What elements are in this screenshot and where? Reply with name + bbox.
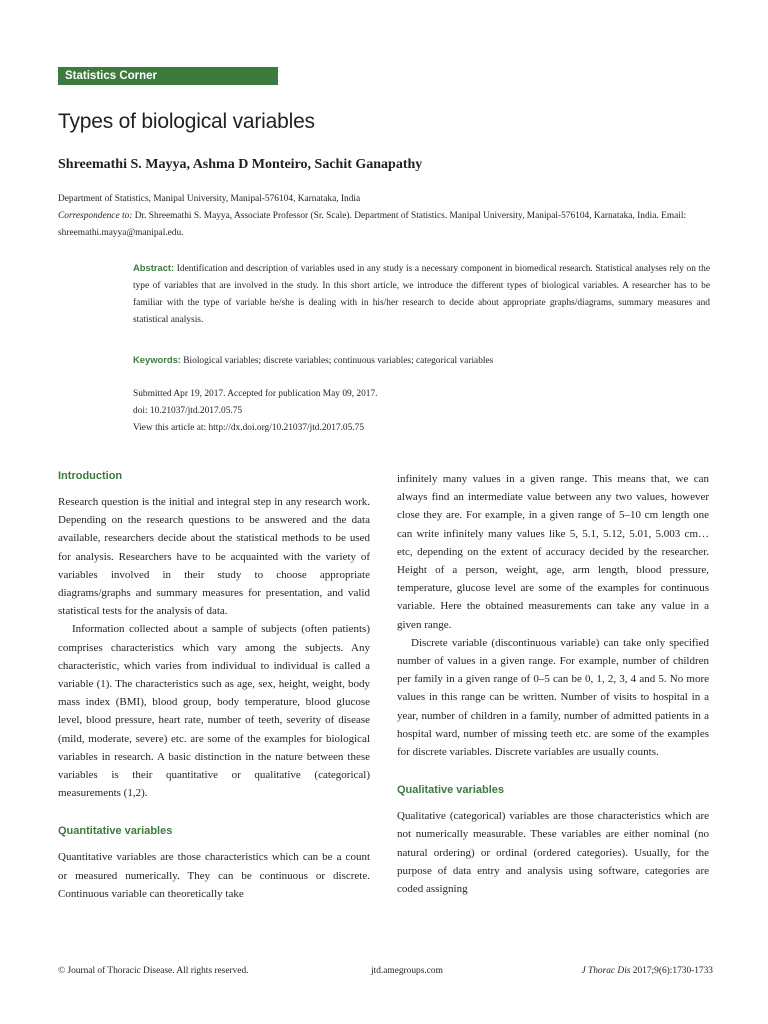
keywords-label: Keywords: — [133, 354, 181, 365]
correspondence — [58, 208, 713, 242]
keywords-text: Biological variables; discrete variables; continuous variables; categorical variables — [183, 356, 494, 366]
qualitative-heading: Qualitative variables — [397, 784, 504, 797]
correspondence-label: Correspondence to: — [58, 211, 133, 221]
submission-dates: Submitted Apr 19, 2017. Accepted for publication May 09, 2017. — [133, 389, 378, 399]
keywords — [133, 351, 710, 370]
correspondence-text: Dr. Shreemathi S. Mayya, Associate Professor (Sr. Scale). Department of Statistics. Manipal University, Manipal-576104, Karnataka, India. Email: shreemathi.mayya@manipal.edu. — [58, 211, 687, 238]
qualitative-paragraph-1: Qualitative (categorical) variables are those characteristics which are not numerically measurable. These variables are either nominal (no natural ordering) or ordinal (ordered categories). Usually, for the purpose of data entry and analysis using software, categories are coded assigning — [397, 810, 709, 896]
left-column — [58, 467, 370, 903]
doi: doi: 10.21037/jtd.2017.05.75 — [133, 406, 243, 416]
copyright-notice: © Journal of Thoracic Disease. All rights reserved. — [58, 966, 249, 976]
abstract — [133, 259, 710, 329]
article-link[interactable]: View this article at: http://dx.doi.org/10.21037/jtd.2017.05.75 — [133, 423, 365, 433]
page-footer — [58, 966, 713, 982]
article-title: Types of biological variables — [58, 110, 315, 133]
citation-volume: 2017;9(6):1730-1733 — [632, 966, 713, 976]
continuous-paragraph: infinitely many values in a given range. This means that, we can always find an intermediate value between any two values, however close they are. For example, in a given range of 5–10 cm length one can write infinitely many values like 5, 5.1, 5.12, 5.01, 5.003 cm… etc, depending on the extent of accuracy decided by the researcher. Height of a person, weight, age, arm length, blood pressure, temperature, glucose level are some of the examples for continuous variable. Here the obtained measurements can take any value in a given range. — [397, 473, 709, 631]
affiliation: Department of Statistics, Manipal University, Manipal-576104, Karnataka, India — [58, 194, 361, 204]
introduction-paragraph-1: Research question is the initial and integral step in any research work. Depending on the research questions to be answered and the data available, researchers decide about the statistical methods to be used for analysis. Researchers have to be acquainted with the variety of variables involved in their study to choose appropriate diagrams/graphs and summary measures for presentation, and valid statistical tests for the analysis of data. — [58, 496, 370, 618]
section-banner: Statistics Corner — [58, 67, 278, 85]
journal-abbrev: J Thorac Dis — [581, 966, 631, 976]
introduction-paragraph-2: Information collected about a sample of subjects (often patients) comprises characteristics which vary among the subjects. Any characteristic, which varies from individual to individual is called a variable (1). The characteristics such as age, sex, height, weight, body mass index (BMI), blood group, body temperature, blood glucose level, blood pressure, heart rate, number of teeth, severity of disease (mild, moderate, severe) etc. are some of the examples for biological variables in research. A basic distinction in the nature between these variables is their quantitative or qualitative (categorical) measurements (1,2). — [58, 623, 370, 800]
citation — [581, 966, 713, 976]
submission-info — [133, 386, 710, 437]
quantitative-heading: Quantitative variables — [58, 825, 173, 838]
quantitative-paragraph-1: Quantitative variables are those characteristics which can be a count or measured numerically. They can be continuous or discrete. Continuous variable can theoretically take — [58, 851, 370, 900]
discrete-paragraph: Discrete variable (discontinuous variable) can take only specified number of values in a given range. For example, number of children per family in a given range of 0–5 can be 0, 1, 2, 3, 4 and 5. No more values in this range can be written. Number of visits to hospital in a year, number of children in a family, number of admitted patients in a hospital ward, number of missing teeth etc. are some of the examples for discrete variables. Discrete variables are usually counts. — [397, 636, 709, 759]
abstract-label: Abstract: — [133, 262, 175, 273]
abstract-text: Identification and description of variables used in any study is a necessary component in biomedical research. Statistical analyses rely on the type of variables that are involved in the study. In this short article, we introduce the different types of biological variables. A researcher has to be familiar with the type of variable he/she is dealing with in his/her research to decide about appropriate graphs/diagrams, summary measures and statistical analysis. — [133, 264, 711, 325]
introduction-heading: Introduction — [58, 470, 123, 482]
author-list: Shreemathi S. Mayya, Ashma D Monteiro, Sachit Ganapathy — [58, 157, 423, 172]
journal-website[interactable]: jtd.amegroups.com — [371, 966, 443, 976]
right-column — [397, 470, 709, 898]
affiliation-block — [58, 191, 713, 242]
